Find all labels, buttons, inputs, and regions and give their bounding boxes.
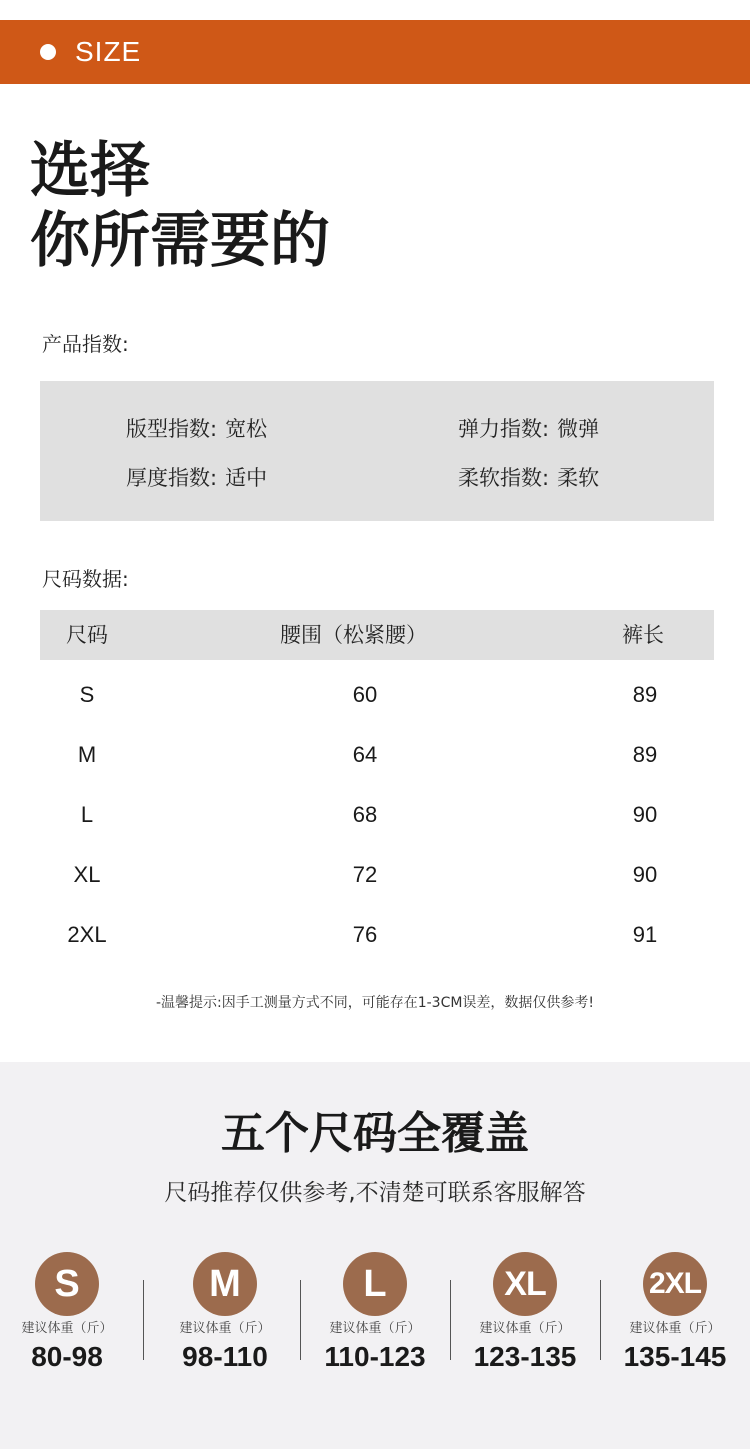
cell-waist: 60	[352, 682, 378, 707]
cell-size: S	[79, 682, 95, 707]
size-weight-range: 80-98	[31, 1341, 103, 1372]
size-badge: XL	[493, 1252, 557, 1316]
coverage-subtitle: 尺码推荐仅供参考,不清楚可联系客服解答	[164, 1180, 586, 1206]
table-row	[40, 665, 714, 725]
measurement-note: -温馨提示:因手工测量方式不同，可能存在1-3CM误差，数据仅供参考!	[155, 995, 595, 1011]
table-row	[40, 725, 714, 785]
size-caption: 建议体重（斤）	[479, 1321, 571, 1336]
coverage-title: 五个尺码全覆盖	[221, 1108, 529, 1159]
index-item-value: 微弹	[557, 417, 600, 441]
index-item-fit	[126, 415, 267, 443]
table-row	[40, 845, 714, 905]
cell-size: L	[80, 802, 94, 827]
section-header-label: SIZE	[75, 36, 142, 67]
size-table-header	[40, 610, 714, 660]
index-item-name: 厚度指数:	[126, 466, 218, 490]
cell-length: 89	[632, 742, 658, 767]
table-row	[40, 905, 714, 965]
headline-line-2: 你所需要的	[30, 206, 330, 276]
cell-size: M	[77, 742, 97, 767]
cell-waist: 76	[352, 922, 378, 947]
page-headline	[30, 136, 330, 276]
table-row	[40, 785, 714, 845]
cell-waist: 72	[352, 862, 378, 887]
index-item-value: 适中	[225, 466, 268, 490]
cell-length: 90	[632, 802, 658, 827]
size-weight-range: 98-110	[182, 1341, 268, 1372]
size-card-m	[150, 1252, 300, 1374]
size-badge: L	[343, 1252, 407, 1316]
size-data-label: 尺码数据:	[42, 567, 129, 591]
cell-size: 2XL	[67, 922, 107, 947]
size-recommendations	[0, 1252, 750, 1382]
index-item-value: 柔软	[557, 466, 600, 490]
size-weight-range: 123-135	[473, 1341, 577, 1372]
size-card-s	[0, 1252, 142, 1374]
size-card-l	[300, 1252, 450, 1374]
index-item-value: 宽松	[225, 417, 268, 441]
size-card-2xl	[600, 1252, 750, 1374]
size-caption: 建议体重（斤）	[179, 1321, 271, 1336]
index-item-name: 柔软指数:	[458, 466, 550, 490]
size-caption: 建议体重（斤）	[21, 1321, 113, 1336]
product-index-label: 产品指数:	[42, 332, 129, 356]
column-header-size: 尺码	[66, 623, 108, 647]
size-caption: 建议体重（斤）	[329, 1321, 421, 1336]
index-item-thickness	[126, 464, 267, 492]
size-badge: 2XL	[643, 1252, 707, 1316]
column-header-length: 裤长	[622, 623, 664, 647]
size-table-body	[40, 665, 714, 965]
column-header-waist: 腰围（松紧腰）	[280, 623, 427, 647]
size-coverage-section	[0, 1062, 750, 1449]
size-card-xl	[450, 1252, 600, 1374]
section-header-bar	[0, 20, 750, 84]
size-weight-range: 135-145	[623, 1341, 727, 1372]
size-weight-range: 110-123	[324, 1341, 426, 1372]
cell-length: 91	[632, 922, 658, 947]
bullet-dot-icon	[40, 44, 56, 60]
index-item-name: 弹力指数:	[458, 417, 550, 441]
size-badge: M	[193, 1252, 257, 1316]
index-item-name: 版型指数:	[126, 417, 218, 441]
product-index-panel	[40, 381, 714, 521]
size-caption: 建议体重（斤）	[629, 1321, 721, 1336]
index-item-elasticity	[458, 415, 599, 443]
cell-length: 90	[632, 862, 658, 887]
size-badge: S	[35, 1252, 99, 1316]
cell-size: XL	[73, 862, 101, 887]
cell-waist: 64	[352, 742, 378, 767]
headline-line-1: 选择	[30, 136, 150, 206]
divider	[143, 1280, 144, 1360]
index-item-softness	[458, 464, 599, 492]
cell-waist: 68	[352, 802, 378, 827]
cell-length: 89	[632, 682, 658, 707]
